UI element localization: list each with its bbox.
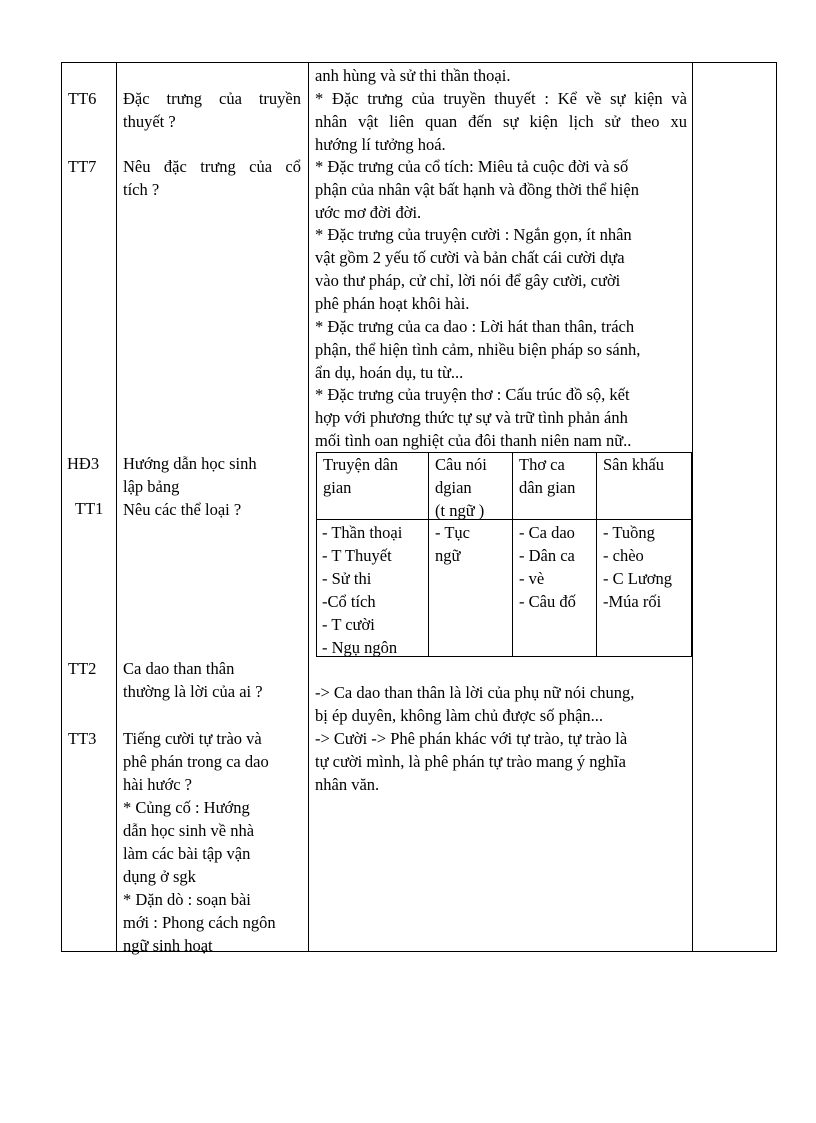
question-legend: Đặc trưng của truyền thuyết ?	[123, 89, 301, 131]
genre-cell-folk-tales: - Thần thoại - T Thuyết - Sử thi -Cổ tích - T cười - Ngụ ngôn	[322, 523, 403, 657]
genre-header-folk-poetry: Thơ ca dân gian	[519, 455, 576, 497]
answer-folk-song: * Đặc trưng của ca dao : Lời hát than thân, trách phận, thể hiện tình cảm, nhiều biện pháp so sánh, ẩn dụ, hoán dụ, tu từ...	[315, 317, 641, 382]
column-divider-3	[692, 62, 693, 952]
genre-table-col-divider-2	[512, 453, 513, 656]
consolidation-note: * Củng cố : Hướng dẫn học sinh về nhà làm các bài tập vận dụng ở sgk	[123, 798, 255, 886]
genre-header-folk-theatre: Sân khấu	[603, 455, 664, 474]
genre-header-folk-sayings: Câu nói dgian (t ngữ )	[435, 455, 487, 520]
question-fairy-tale: Nêu đặc trưng của cổ tích ?	[123, 157, 301, 199]
column-divider-1	[116, 62, 117, 952]
genre-header-folk-tales: Truyện dân gian	[323, 455, 399, 497]
genre-table-header-divider	[317, 519, 691, 520]
row-code-tt1: TT1	[75, 499, 104, 518]
question-laughter: Tiếng cười tự trào và phê phán trong ca dao hài hước ?	[123, 729, 269, 794]
answer-legend: * Đặc trưng của truyền thuyết : Kể về sự kiện và nhân vật liên quan đến sự kiện lịch sử theo xu hướng lí tưởng hoá.	[315, 89, 687, 154]
genre-table-col-divider-3	[596, 453, 597, 656]
answer-laughter: -> Cười -> Phê phán khác với tự trào, tự trào là tự cười mình, là phê phán tự trào mang ý nghĩa nhân văn.	[315, 729, 628, 794]
genre-table-col-divider-1	[428, 453, 429, 656]
genre-table	[316, 452, 692, 657]
homework-note: * Dặn dò : soạn bài mới : Phong cách ngôn ngữ sinh hoạt	[123, 890, 276, 955]
question-folk-lament: Ca dao than thân thường là lời của ai ?	[123, 659, 263, 701]
answer-fairy-tale: * Đặc trưng của cổ tích: Miêu tả cuộc đời và số phận của nhân vật bất hạnh và đồng thời thể hiện ước mơ đời đời.	[315, 157, 639, 222]
answer-verse-story: * Đặc trưng của truyện thơ : Cấu trúc đồ sộ, kết hợp với phương thức tự sự và trữ tình phản ánh mối tình oan nghiệt của đôi thanh niên nam nữ..	[315, 385, 632, 450]
answer-epic-end: anh hùng và sử thi thần thoại.	[315, 66, 511, 85]
column-divider-2	[308, 62, 309, 952]
row-code-tt2: TT2	[68, 659, 97, 678]
question-genres: Hướng dẫn học sinh lập bảng Nêu các thể loại ?	[123, 454, 257, 519]
genre-cell-folk-sayings: - Tục ngữ	[435, 523, 470, 565]
row-code-tt6: TT6	[68, 89, 97, 108]
genre-cell-folk-poetry: - Ca dao - Dân ca - vè - Câu đố	[519, 523, 576, 611]
row-code-hd3: HĐ3	[67, 454, 100, 473]
row-code-tt7: TT7	[68, 157, 97, 176]
genre-cell-folk-theatre: - Tuồng - chèo - C Lương -Múa rối	[603, 523, 672, 611]
answer-folk-lament: -> Ca dao than thân là lời của phụ nữ nói chung, bị ép duyên, không làm chủ được số phận...	[315, 683, 635, 725]
answer-funny-story: * Đặc trưng của truyện cười : Ngắn gọn, ít nhân vật gồm 2 yếu tố cười và bản chất cái cười dựa vào thư pháp, cử chỉ, lời nói để gây cười, cười phê phán hoạt khôi hài.	[315, 225, 632, 313]
row-code-tt3: TT3	[68, 729, 97, 748]
